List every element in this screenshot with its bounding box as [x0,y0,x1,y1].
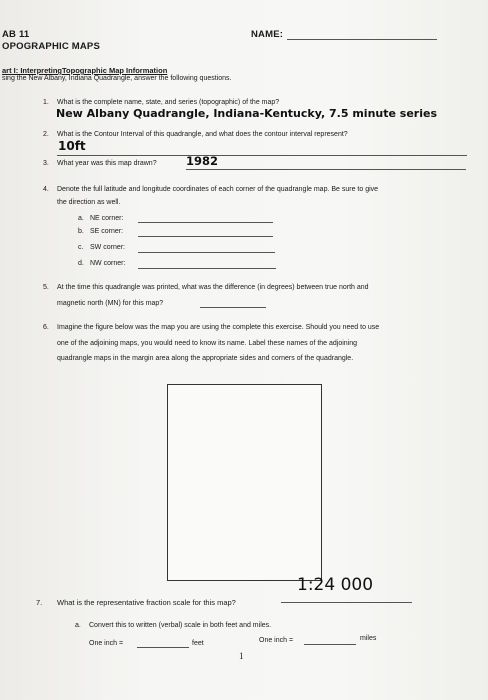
part-instruction: sing the New Albany, Indiana Quadrangle, answer the following questions. [2,75,232,82]
q4-d-label: NW corner: [90,260,126,267]
q3-text: What year was this map drawn? [57,160,157,167]
q7-answer-line [281,602,412,603]
q2-answer[interactable]: 10ft [58,139,86,153]
q7a-feet-field[interactable] [137,647,189,648]
q7a-one-inch-miles-label: One inch = [259,637,294,644]
q1-answer[interactable]: New Albany Quadrangle, Indiana-Kentucky, 7.5 minute series [56,107,437,120]
part-title: art I: InterpretingTopographic Map Information [2,66,168,75]
q4-a-label: NE corner: [90,215,124,222]
page-number: 1 [239,651,244,661]
q5-text-2: magnetic north (MN) for this map? [57,300,164,307]
name-label: NAME: [251,29,284,40]
q4-d-letter: d. [78,260,84,267]
q4-c-letter: c. [78,244,84,251]
q3-answer-line [186,169,466,170]
q5-text-1: At the time this quadrangle was printed, what was the difference (in degrees) between true north and [57,284,369,291]
q4-a-field[interactable] [138,222,273,223]
q4-number: 4. [43,186,49,193]
course-title: OPOGRAPHIC MAPS [2,41,101,52]
q3-answer[interactable]: 1982 [186,154,219,168]
q2-text: What is the Contour Interval of this quadrangle, and what does the contour interval represent? [57,131,348,138]
q4-d-field[interactable] [138,268,276,269]
q4-b-letter: b. [78,228,84,235]
q7a-one-inch-feet-label: One inch = [89,640,124,647]
q4-b-field[interactable] [138,236,273,237]
q5-field[interactable] [200,307,266,308]
q7a-text: Convert this to written (verbal) scale in both feet and miles. [89,622,272,629]
q7a-feet-unit: feet [192,640,204,647]
q3-number: 3. [43,160,49,167]
q4-c-field[interactable] [138,252,275,253]
q4-b-label: SE corner: [90,228,124,235]
q2-number: 2. [43,131,49,138]
q6-text-3: quadrangle maps in the margin area along the appropriate sides and corners of the quadrangle. [57,355,354,362]
q6-text-1: Imagine the figure below was the map you are using the complete this exercise. Should you need to use [57,324,380,331]
q5-number: 5. [43,284,49,291]
q1-text: What is the complete name, state, and series (topographic) of the map? [57,99,280,106]
q6-number: 6. [43,324,49,331]
q1-number: 1. [43,99,49,106]
q7-answer[interactable]: 1:24 000 [297,575,374,595]
q7-text: What is the representative fraction scale for this map? [57,598,236,607]
q7a-miles-unit: miles [360,635,377,642]
lab-number: AB 11 [2,29,30,40]
q4-a-letter: a. [78,215,84,222]
q4-text-2: the direction as well. [57,199,121,206]
q2-answer-line [57,155,467,156]
q4-text-1: Denote the full latitude and longitude coordinates of each corner of the quadrangle map. Be sure to give [57,186,379,193]
q7a-miles-field[interactable] [304,644,356,645]
q7a-letter: a. [75,622,81,629]
name-field[interactable] [287,39,437,40]
q4-c-label: SW corner: [90,244,126,251]
q7-number: 7. [36,598,43,607]
quadrangle-figure [167,384,322,581]
q6-text-2: one of the adjoining maps, you would need to know its name. Label these names of the adjoining [57,340,358,347]
